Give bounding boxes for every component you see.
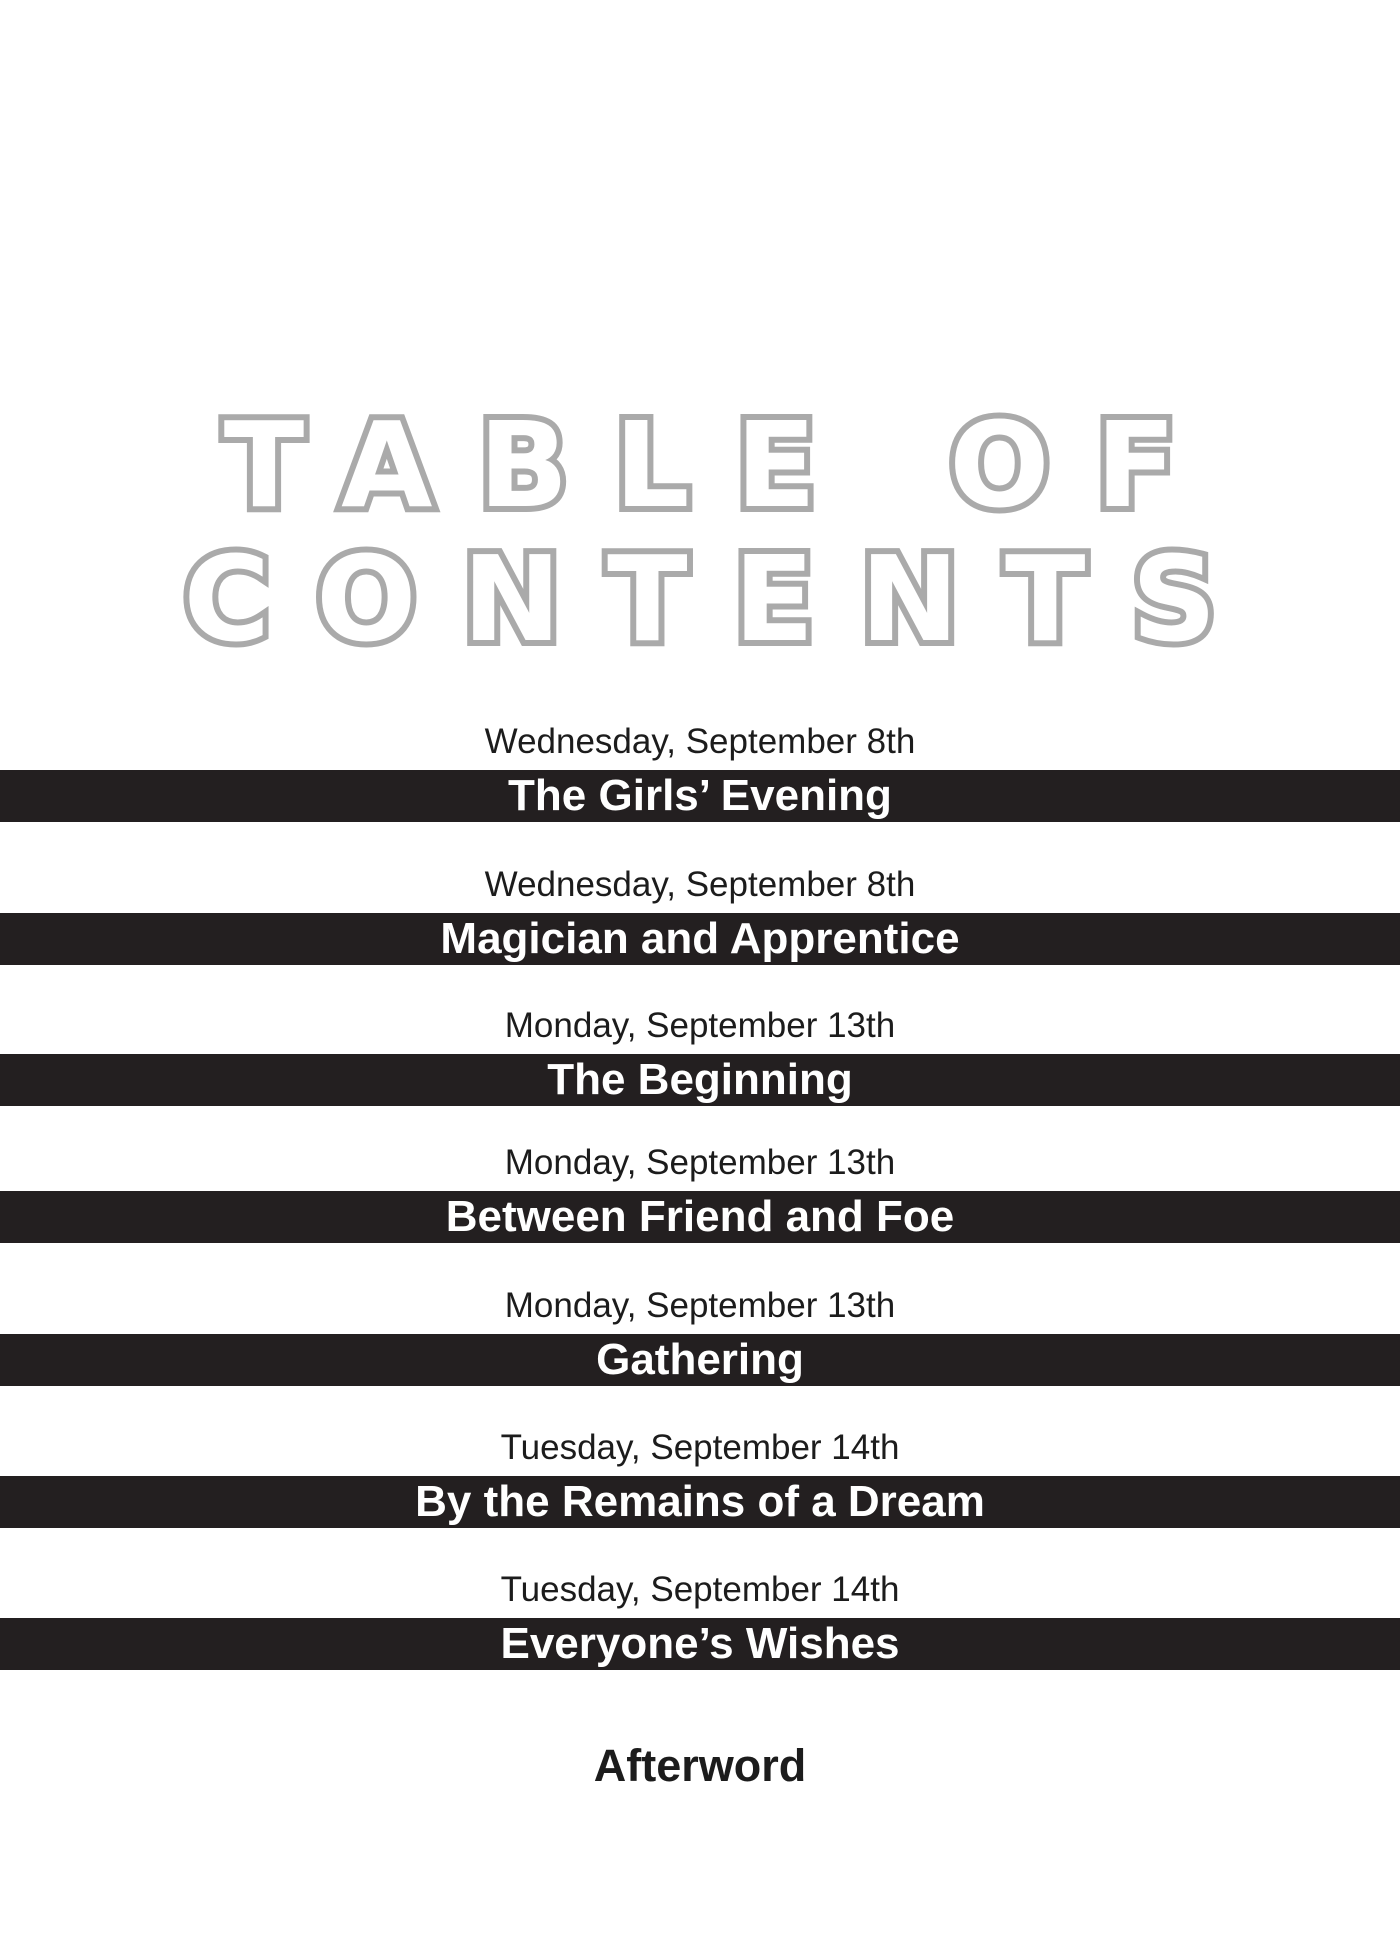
chapter-date: Monday, September 13th bbox=[504, 1006, 896, 1045]
page-title bbox=[0, 398, 1400, 666]
chapter-title[interactable]: The Girls’ Evening bbox=[0, 770, 1400, 822]
page-title-line-2: CONTENTS bbox=[183, 530, 1263, 668]
toc-entry-7[interactable] bbox=[0, 1562, 1400, 1670]
toc-entry-3[interactable] bbox=[0, 998, 1400, 1106]
chapter-date: Tuesday, September 14th bbox=[500, 1428, 900, 1467]
chapter-date: Monday, September 13th bbox=[504, 1143, 896, 1182]
chapter-title[interactable]: The Beginning bbox=[0, 1054, 1400, 1106]
toc-entry-2[interactable] bbox=[0, 857, 1400, 965]
chapter-title[interactable]: Magician and Apprentice bbox=[0, 913, 1400, 965]
chapter-title[interactable]: Everyone’s Wishes bbox=[0, 1618, 1400, 1670]
toc-entry-6[interactable] bbox=[0, 1420, 1400, 1528]
toc-entry-5[interactable] bbox=[0, 1278, 1400, 1386]
chapter-title[interactable]: Between Friend and Foe bbox=[0, 1191, 1400, 1243]
chapter-date: Monday, September 13th bbox=[504, 1286, 896, 1325]
chapter-date: Wednesday, September 8th bbox=[484, 865, 916, 904]
toc-entry-4[interactable] bbox=[0, 1135, 1400, 1243]
chapter-date: Wednesday, September 8th bbox=[484, 722, 916, 761]
afterword-entry[interactable]: Afterword bbox=[593, 1740, 807, 1791]
page-title-line-1: TABLE OF bbox=[223, 396, 1223, 534]
chapter-title[interactable]: Gathering bbox=[0, 1334, 1400, 1386]
chapter-title[interactable]: By the Remains of a Dream bbox=[0, 1476, 1400, 1528]
chapter-date: Tuesday, September 14th bbox=[500, 1570, 900, 1609]
toc-entry-1[interactable] bbox=[0, 714, 1400, 822]
